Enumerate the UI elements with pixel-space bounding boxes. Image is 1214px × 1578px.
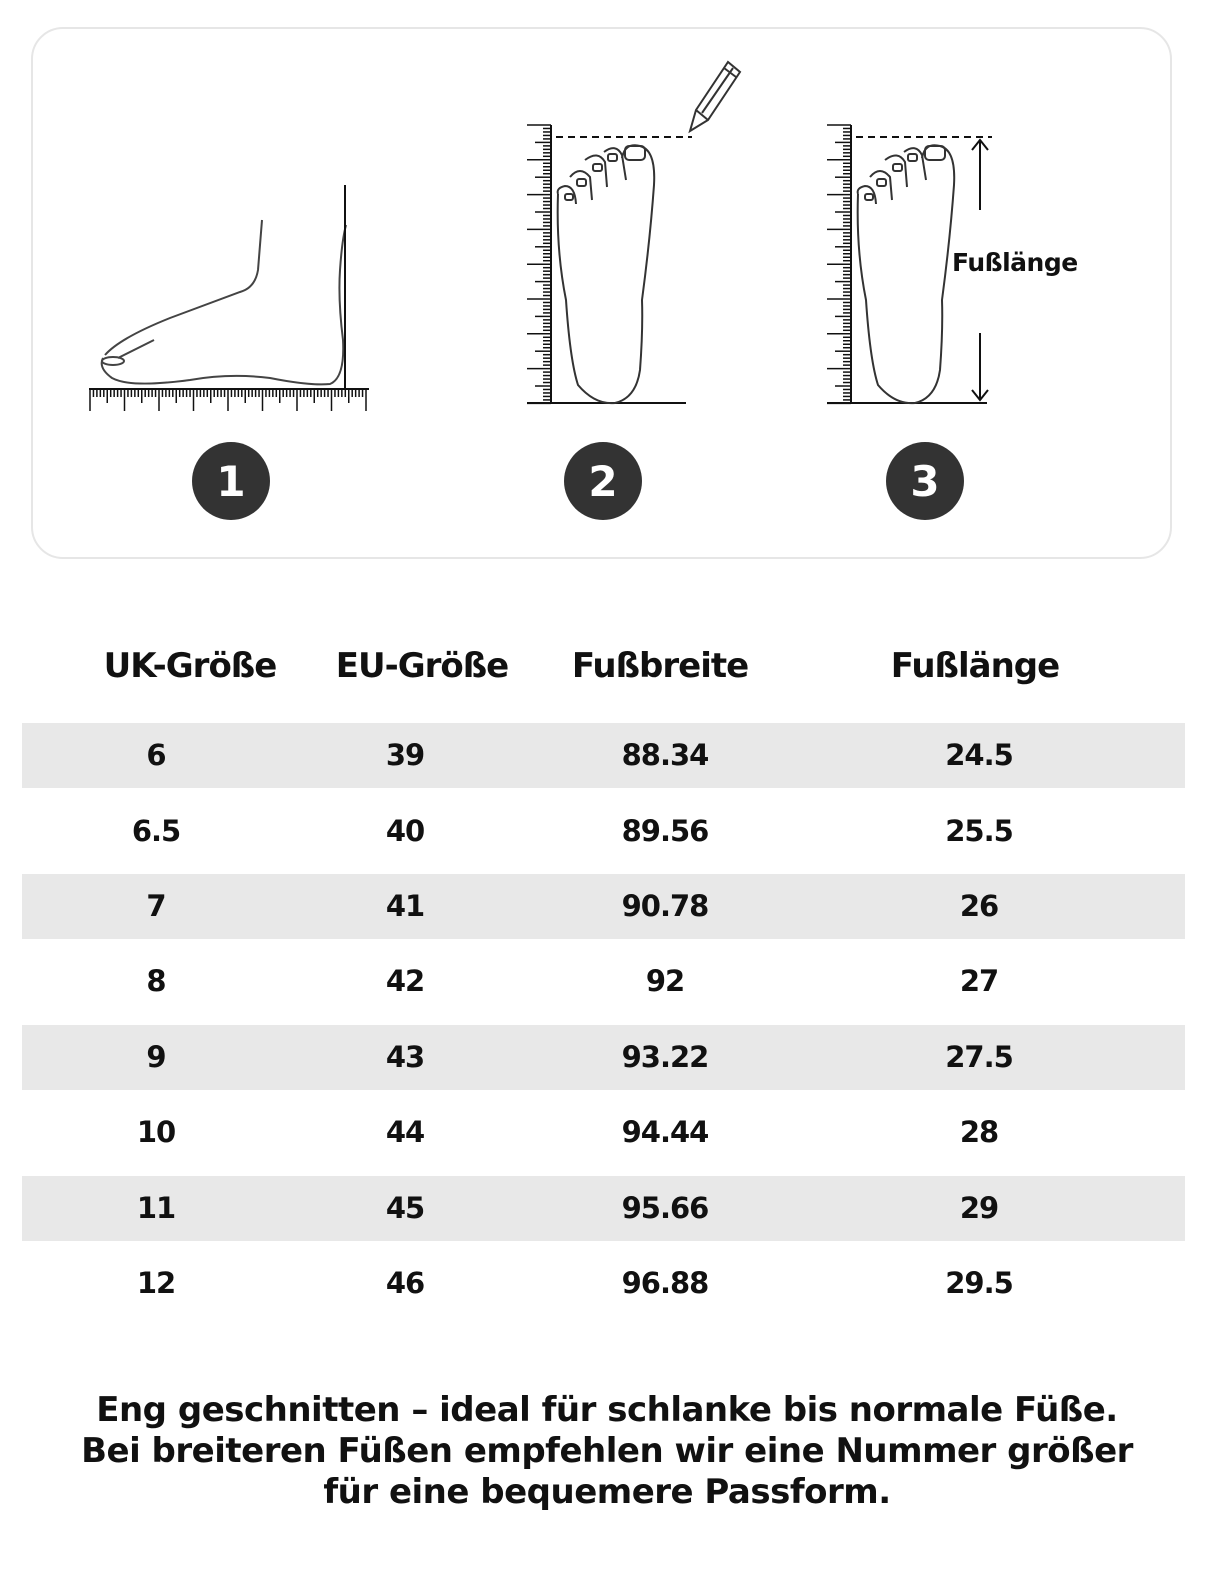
- cell-uk: 8: [146, 964, 166, 998]
- cell-eu: 43: [385, 1040, 425, 1074]
- cell-length: 27.5: [945, 1040, 1013, 1074]
- cell-uk: 9: [146, 1040, 166, 1074]
- table-row: [22, 1176, 1185, 1241]
- table-row: [22, 723, 1185, 788]
- cell-uk: 6.5: [131, 814, 181, 848]
- cell-width: 93.22: [621, 1040, 709, 1074]
- cell-length: 28: [959, 1115, 999, 1149]
- cell-length: 24.5: [945, 738, 1013, 772]
- header-uk-size: UK-Größe: [103, 646, 277, 686]
- table-row: [22, 949, 1185, 1014]
- cell-width: 88.34: [621, 738, 709, 772]
- cell-eu: 41: [385, 889, 425, 923]
- cell-length: 26: [959, 889, 999, 923]
- foot-top-pencil-icon: [520, 55, 750, 410]
- fit-note-line-1: Eng geschnitten – ideal für schlanke bis normale Füße.: [96, 1390, 1118, 1430]
- cell-eu: 44: [385, 1115, 425, 1149]
- cell-uk: 12: [136, 1266, 176, 1300]
- cell-eu: 40: [385, 814, 425, 848]
- cell-length: 29: [959, 1191, 999, 1225]
- cell-width: 92: [645, 964, 685, 998]
- header-foot-length: Fußlänge: [890, 646, 1060, 686]
- header-eu-size: EU-Größe: [335, 646, 509, 686]
- table-row: [22, 1100, 1185, 1165]
- fit-note-line-2: Bei breiteren Füßen empfehlen wir eine Nummer größer: [81, 1431, 1133, 1471]
- table-row: [22, 1025, 1185, 1090]
- fit-note: [0, 1390, 1214, 1513]
- cell-length: 29.5: [945, 1266, 1013, 1300]
- table-row: [22, 1251, 1185, 1316]
- cell-width: 94.44: [621, 1115, 709, 1149]
- pencil-icon: [690, 62, 740, 131]
- cell-eu: 39: [385, 738, 425, 772]
- cell-length: 25.5: [945, 814, 1013, 848]
- cell-length: 27: [959, 964, 999, 998]
- cell-eu: 42: [385, 964, 425, 998]
- cell-width: 89.56: [621, 814, 709, 848]
- cell-eu: 45: [385, 1191, 425, 1225]
- foot-length-label: Fußlänge: [952, 248, 1078, 277]
- cell-width: 96.88: [621, 1266, 709, 1300]
- cell-eu: 46: [385, 1266, 425, 1300]
- table-row: [22, 799, 1185, 864]
- step-1-badge: 1: [192, 442, 270, 520]
- table-row: [22, 874, 1185, 939]
- cell-width: 90.78: [621, 889, 709, 923]
- cell-uk: 10: [136, 1115, 176, 1149]
- fit-note-line-3: für eine bequemere Passform.: [323, 1472, 891, 1512]
- header-foot-width: Fußbreite: [571, 646, 749, 686]
- step-2-badge: 2: [564, 442, 642, 520]
- cell-uk: 11: [136, 1191, 176, 1225]
- cell-uk: 7: [146, 889, 166, 923]
- step-3-badge: 3: [886, 442, 964, 520]
- cell-width: 95.66: [621, 1191, 709, 1225]
- foot-side-ruler-icon: [80, 175, 380, 420]
- cell-uk: 6: [146, 738, 166, 772]
